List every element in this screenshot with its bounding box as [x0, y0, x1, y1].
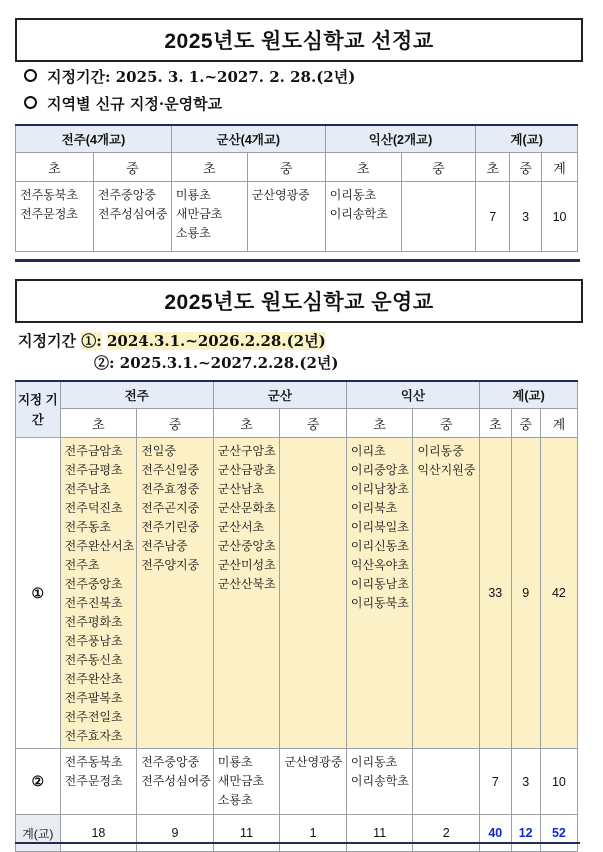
subheader-mid: 중: [247, 153, 325, 182]
school-name: 군산서초: [217, 520, 265, 534]
school-name: 전주덕진초: [64, 501, 123, 515]
school-name: 이리동남초: [350, 577, 409, 591]
school-name: 이리북일초: [350, 520, 409, 534]
header-iksan: 익산: [346, 381, 479, 409]
school-list: [346, 438, 413, 749]
grand-total-elem: 40: [480, 815, 512, 852]
school-name: 전주곤지중: [141, 501, 200, 515]
school-list: [16, 182, 94, 252]
school-name: 전주성심여중: [141, 774, 211, 788]
total-gunsan-elem: 11: [213, 815, 280, 852]
table-row: [16, 749, 578, 815]
school-name: 전주성심여중: [97, 207, 168, 221]
count-elem: 7: [476, 182, 510, 252]
circle-bullet-icon: [24, 69, 37, 82]
bottom-divider: [15, 842, 580, 844]
section2-title: 2025년도 원도심학교 운영교: [15, 279, 583, 323]
period1-marker: ①:: [81, 332, 102, 350]
school-name: 군산영광중: [251, 188, 310, 202]
school-name: 전주중앙초: [64, 577, 123, 591]
period-prefix: 지정기간: [18, 332, 76, 350]
school-name: 전주전일초: [64, 710, 123, 724]
school-name: 새만금초: [217, 774, 265, 788]
school-list: [60, 749, 137, 815]
subheader-elem: 초: [325, 153, 401, 182]
school-list: [280, 438, 347, 749]
subheader-elem: 초: [16, 153, 94, 182]
grand-total-mid: 12: [511, 815, 540, 852]
school-name: 전일중: [141, 444, 176, 458]
school-name: 전주중앙중: [97, 188, 156, 202]
school-name: 군산미성초: [217, 558, 276, 572]
total-jeonju-elem: 18: [60, 815, 137, 852]
school-list: [137, 438, 214, 749]
school-list: [247, 182, 325, 252]
school-list: [213, 749, 280, 815]
count-total: 10: [540, 749, 577, 815]
school-name: 전주초: [64, 558, 100, 572]
school-name: 이리동초: [350, 755, 398, 769]
school-name: 이리남창초: [350, 482, 409, 496]
count-elem: 7: [480, 749, 512, 815]
subheader-mid: 중: [511, 409, 540, 438]
subheader-elem: 초: [60, 409, 137, 438]
school-name: 전주진북초: [64, 596, 123, 610]
header-total: 계(교): [480, 381, 578, 409]
count-total: 42: [540, 438, 577, 749]
school-name: 전주동신초: [64, 653, 123, 667]
subheader-elem: 초: [213, 409, 280, 438]
period2-row-label: ②: [16, 749, 61, 815]
grand-total-all: 52: [540, 815, 577, 852]
section2-period-line1: [18, 330, 326, 351]
header-total: 계(교): [476, 125, 578, 153]
school-name: 전주완산초: [64, 672, 123, 686]
school-name: 전주효정중: [141, 482, 200, 496]
subheader-mid: 중: [413, 409, 480, 438]
school-name: 이리초: [350, 444, 386, 458]
school-name: 전주문정초: [20, 207, 78, 221]
subheader-elem: 초: [346, 409, 413, 438]
operating-schools-table: [15, 380, 578, 852]
school-list: [401, 182, 476, 252]
count-mid: 3: [510, 182, 542, 252]
count-total: 10: [542, 182, 578, 252]
school-list: [171, 182, 247, 252]
school-name: 이리중앙초: [350, 463, 409, 477]
period1-row-label: ①: [16, 438, 61, 749]
total-gunsan-mid: 1: [280, 815, 347, 852]
section1-period: 지정기간: 2025. 3. 1.~2027. 2. 28.(2년): [47, 68, 356, 86]
subheader-mid: 중: [510, 153, 542, 182]
school-name: 전주동북초: [64, 755, 123, 769]
school-list: [60, 438, 137, 749]
subheader-total: 계: [542, 153, 578, 182]
subheader-elem: 초: [171, 153, 247, 182]
period2-value: 2025.3.1.~2027.2.28.(2년): [119, 354, 339, 372]
school-name: 전주동북초: [20, 188, 78, 202]
school-name: 군산남초: [217, 482, 265, 496]
header-jeonju: 전주(4개교): [16, 125, 172, 153]
header-iksan: 익산(2개교): [325, 125, 476, 153]
school-name: 이리동중: [417, 444, 464, 458]
school-list: [93, 182, 171, 252]
school-name: 전주남중: [141, 539, 188, 553]
section1-period-line: [24, 66, 355, 87]
header-gunsan: 군산: [213, 381, 346, 409]
subheader-mid: 중: [93, 153, 171, 182]
school-name: 전주양지중: [141, 558, 200, 572]
section2-period-line2: [94, 352, 339, 373]
school-name: 새만금초: [175, 207, 223, 221]
school-name: 군산금광초: [217, 463, 276, 477]
school-name: 미룡초: [217, 755, 253, 769]
school-name: 이리북초: [350, 501, 398, 515]
school-list: [213, 438, 280, 749]
section-divider: [15, 259, 580, 262]
subheader-elem: 초: [480, 409, 512, 438]
period1-value: 2024.3.1.~2026.2.28.(2년): [106, 332, 326, 350]
table-row: [16, 438, 578, 749]
subheader-total: 계: [540, 409, 577, 438]
school-name: 군산영광중: [284, 755, 343, 769]
school-list: [413, 749, 480, 815]
header-gunsan: 군산(4개교): [171, 125, 325, 153]
school-list: [325, 182, 401, 252]
circle-bullet-icon: [24, 96, 37, 109]
period2-marker: ②:: [94, 354, 115, 372]
school-name: 소룡초: [217, 793, 253, 807]
school-name: 전주기린중: [141, 520, 200, 534]
count-mid: 3: [511, 749, 540, 815]
total-iksan-mid: 2: [413, 815, 480, 852]
subheader-mid: 중: [280, 409, 347, 438]
header-period: 지정 기간: [16, 381, 61, 438]
school-name: 전주금평초: [64, 463, 123, 477]
school-name: 전주남초: [64, 482, 112, 496]
school-name: 이리송학초: [329, 207, 388, 221]
school-name: 군산중앙초: [217, 539, 276, 553]
school-name: 군산산북초: [217, 577, 276, 591]
section1-subtitle-line: [24, 93, 222, 114]
subheader-mid: 중: [137, 409, 214, 438]
school-name: 전주효자초: [64, 729, 123, 743]
school-name: 전주신일중: [141, 463, 200, 477]
totals-label: 계(교): [16, 815, 61, 852]
subheader-mid: 중: [401, 153, 476, 182]
school-list: [280, 749, 347, 815]
school-name: 이리신동초: [350, 539, 409, 553]
school-name: 전주금암초: [64, 444, 123, 458]
school-name: 이리동북초: [350, 596, 409, 610]
selected-schools-table: [15, 124, 578, 252]
total-jeonju-mid: 9: [137, 815, 214, 852]
school-name: 익산옥야초: [350, 558, 409, 572]
school-name: 익산지원중: [417, 463, 476, 477]
school-list: [137, 749, 214, 815]
school-name: 이리동초: [329, 188, 377, 202]
school-name: 전주동초: [64, 520, 112, 534]
school-name: 군산문화초: [217, 501, 276, 515]
count-elem: 33: [480, 438, 512, 749]
totals-row: [16, 815, 578, 852]
section1-subtitle: 지역별 신규 지정·운영학교: [47, 95, 223, 113]
table-row: [16, 182, 578, 252]
school-name: 소룡초: [175, 226, 211, 240]
header-jeonju: 전주: [60, 381, 213, 409]
total-iksan-elem: 11: [346, 815, 413, 852]
section1-title: 2025년도 원도심학교 선정교: [15, 18, 583, 62]
school-list: [413, 438, 480, 749]
school-name: 전주문정초: [64, 774, 123, 788]
school-name: 미룡초: [175, 188, 211, 202]
subheader-elem: 초: [476, 153, 510, 182]
school-name: 전주중앙중: [141, 755, 200, 769]
school-list: [346, 749, 413, 815]
school-name: 전주완산서초: [64, 539, 135, 553]
school-name: 이리송학초: [350, 774, 409, 788]
school-name: 군산구암초: [217, 444, 276, 458]
school-name: 전주풍남초: [64, 634, 123, 648]
school-name: 전주팔복초: [64, 691, 123, 705]
school-name: 전주평화초: [64, 615, 123, 629]
count-mid: 9: [511, 438, 540, 749]
